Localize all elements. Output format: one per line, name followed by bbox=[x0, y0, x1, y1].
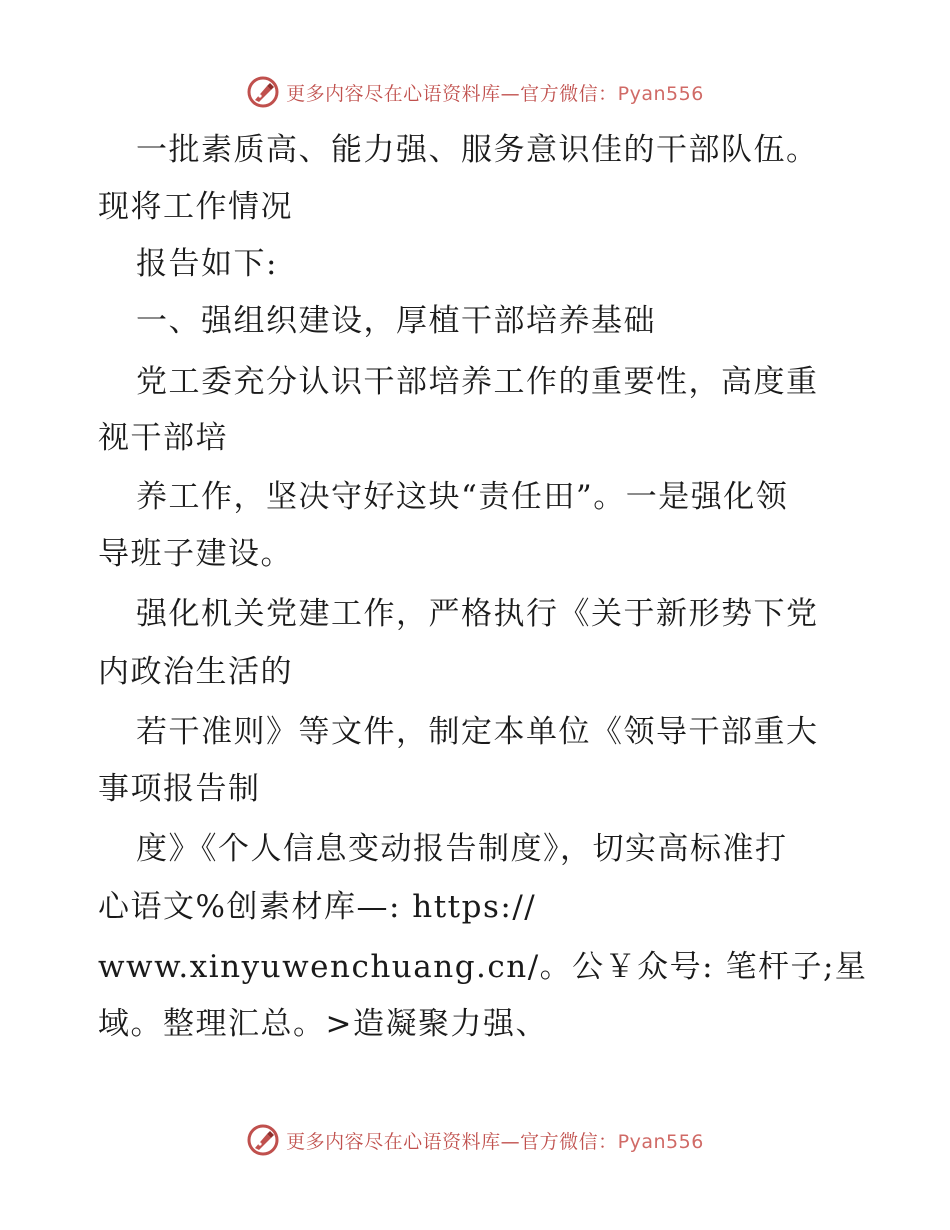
paragraph-line: 域。整理汇总。>造凝聚力强、 bbox=[98, 1006, 548, 1042]
watermark-text: 更多内容尽在心语资料库—官方微信：Pyan556 bbox=[286, 1130, 704, 1153]
paragraph-line: 党工委充分认识干部培养工作的重要性，高度重 bbox=[136, 364, 819, 400]
paragraph-line: 强化机关党建工作，严格执行《关于新形势下党 bbox=[136, 596, 819, 632]
pen-nib-logo-icon bbox=[246, 1123, 280, 1157]
footer-watermark-banner bbox=[0, 1118, 950, 1162]
paragraph-line: 视干部培 bbox=[98, 420, 228, 456]
paragraph-line: 度》《个人信息变动报告制度》，切实高标准打 bbox=[136, 831, 788, 867]
header-watermark-banner bbox=[0, 70, 950, 114]
paragraph-line: 报告如下: bbox=[136, 246, 278, 282]
paragraph-line: 心语文%创素材库—: https:// bbox=[98, 889, 537, 925]
watermark-text: 更多内容尽在心语资料库—官方微信：Pyan556 bbox=[286, 82, 704, 105]
paragraph-line: 若干准则》等文件，制定本单位《领导干部重大 bbox=[136, 714, 819, 750]
pen-nib-logo-icon bbox=[246, 75, 280, 109]
paragraph-line: 导班子建设。 bbox=[98, 536, 293, 572]
paragraph-line: 现将工作情况 bbox=[98, 189, 293, 225]
paragraph-line: 养工作，坚决守好这块“责任田”。一是强化领 bbox=[136, 479, 789, 515]
section-heading: 一、强组织建设，厚植干部培养基础 bbox=[136, 303, 656, 339]
paragraph-line: 事项报告制 bbox=[98, 771, 261, 807]
paragraph-line: 一批素质高、能力强、服务意识佳的干部队伍。 bbox=[136, 132, 819, 168]
paragraph-line: 内政治生活的 bbox=[98, 654, 293, 690]
paragraph-line: www.xinyuwenchuang.cn/。公￥众号: 笔杆子;星 bbox=[98, 949, 868, 985]
